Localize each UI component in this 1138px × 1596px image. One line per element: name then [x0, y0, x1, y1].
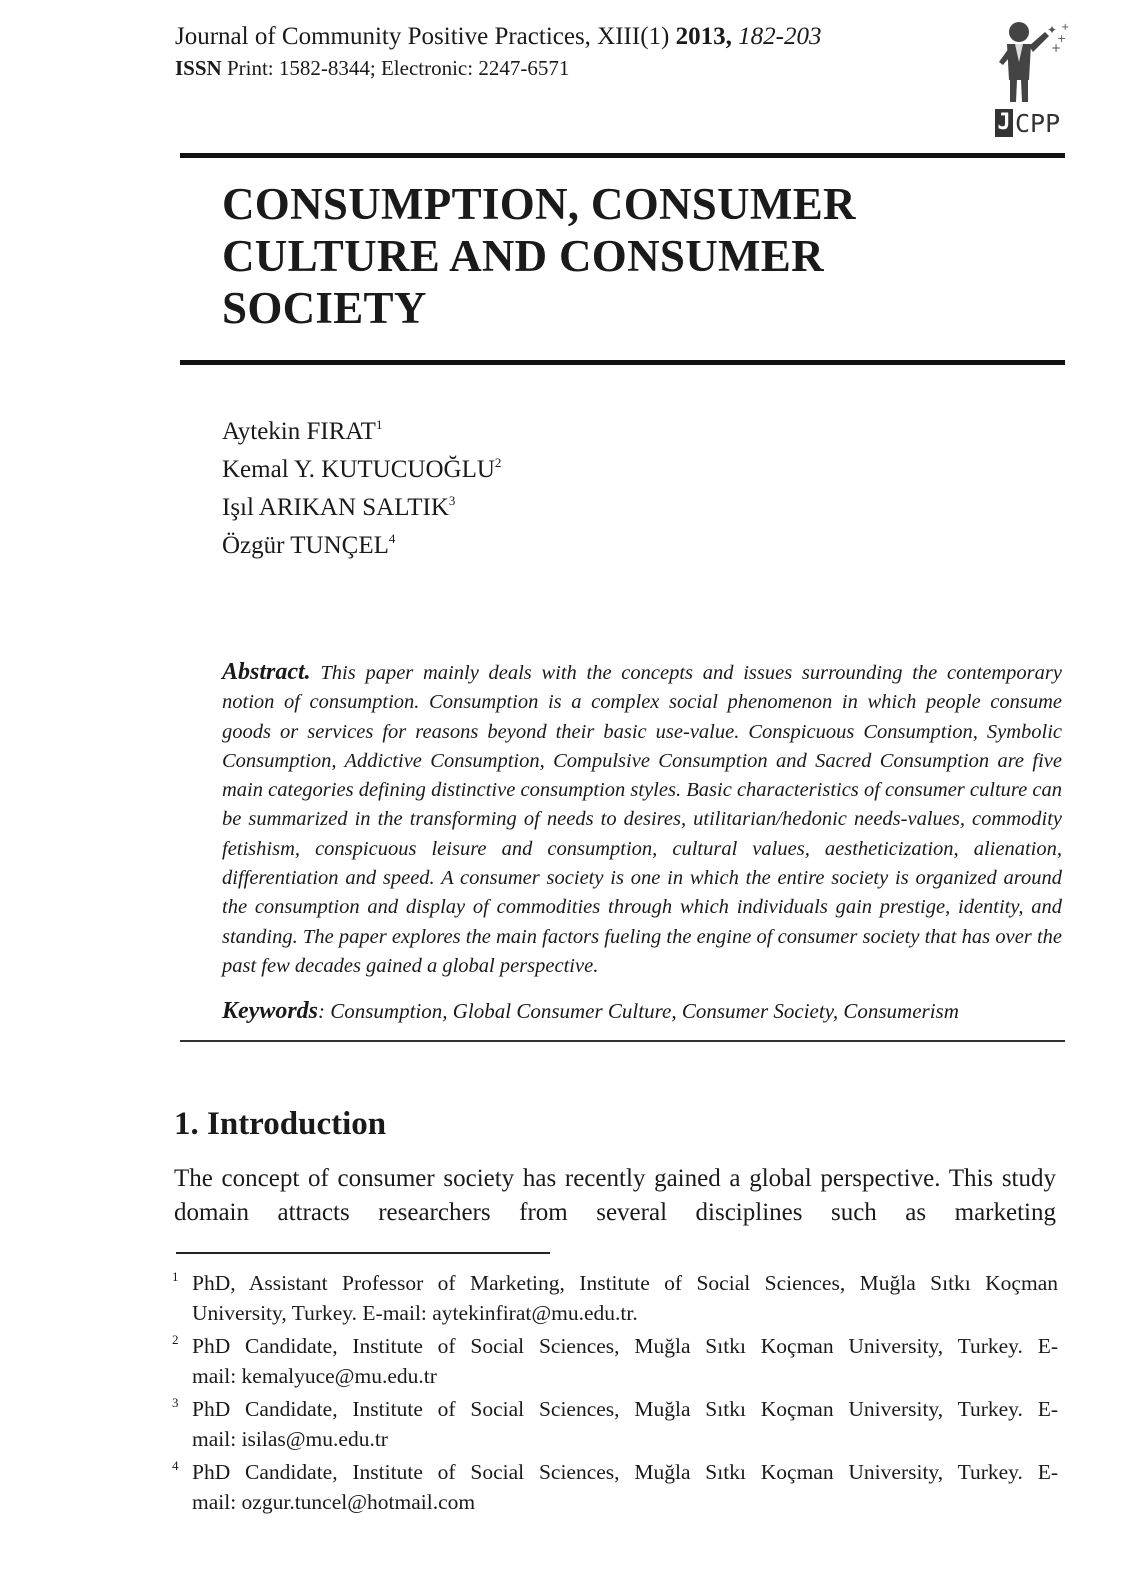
footnote-mark: 1	[172, 1269, 179, 1284]
title-line: SOCIETY	[222, 283, 427, 333]
author-name: Işıl ARIKAN SALTIK	[222, 494, 449, 521]
logo-word: CPP	[1015, 108, 1061, 138]
footnote-mark: 3	[172, 1395, 179, 1410]
footnote-separator	[176, 1252, 550, 1254]
author	[222, 413, 501, 451]
footnote-line: PhD Candidate, Institute of Social Sciences, Muğla Sıtkı Koçman University, Turkey. E-	[192, 1334, 1058, 1358]
footnote-line: PhD, Assistant Professor of Marketing, Institute of Social Sciences, Muğla Sıtkı Koçman	[192, 1271, 1058, 1295]
logo-text	[995, 106, 1075, 140]
author-footnote-mark: 3	[448, 493, 456, 508]
issn-text: Print: 1582-8344; Electronic: 2247-6571	[226, 56, 570, 80]
paper-title	[222, 178, 982, 334]
author-footnote-mark: 1	[375, 417, 383, 432]
journal-issn	[175, 54, 935, 82]
journal-citation	[175, 20, 935, 54]
author	[222, 489, 501, 527]
logo-letter: J	[995, 109, 1013, 137]
author-footnote-mark: 2	[494, 455, 502, 470]
title-line: CULTURE AND CONSUMER	[222, 231, 824, 281]
author-list	[222, 413, 501, 565]
author-name: Kemal Y. KUTUCUOĞLU	[222, 456, 495, 483]
svg-text:+: +	[1061, 22, 1070, 33]
keywords-label: Keywords	[222, 998, 318, 1024]
footnote	[172, 1394, 1058, 1454]
footnote-line: mail: ozgur.tuncel@hotmail.com	[192, 1490, 476, 1514]
author-name: Özgür TUNÇEL	[222, 532, 389, 559]
issn-label: ISSN	[175, 56, 222, 80]
abstract	[222, 658, 1062, 981]
keywords	[222, 996, 1062, 1026]
keywords-text: : Consumption, Global Consumer Culture, Consumer Society, Consumerism	[318, 999, 959, 1023]
svg-text:+: +	[1051, 41, 1062, 55]
footnote-mark: 2	[172, 1332, 179, 1347]
author	[222, 527, 501, 565]
footnote	[172, 1331, 1058, 1391]
title-bottom-rule	[180, 360, 1065, 365]
footnote-line: PhD Candidate, Institute of Social Sciences, Muğla Sıtkı Koçman University, Turkey. E-	[192, 1460, 1058, 1484]
title-line: CONSUMPTION, CONSUMER	[222, 179, 856, 229]
footnote-line: University, Turkey. E-mail: aytekinfirat@mu.edu.tr.	[192, 1301, 638, 1325]
footnote	[172, 1457, 1058, 1517]
author	[222, 451, 501, 489]
journal-logo	[995, 18, 1075, 138]
author-name: Aytekin FIRAT	[222, 418, 376, 445]
abstract-divider	[180, 1040, 1065, 1042]
figure-logo-icon	[995, 18, 1075, 106]
abstract-label: Abstract.	[222, 659, 311, 685]
footnote-line: mail: kemalyuce@mu.edu.tr	[192, 1364, 437, 1388]
author-footnote-mark: 4	[388, 531, 396, 546]
journal-header	[175, 20, 935, 82]
journal-pages: 182-203	[738, 23, 822, 50]
footnote-mark: 4	[172, 1458, 179, 1473]
svg-text:+: +	[1057, 32, 1067, 45]
title-top-rule	[180, 153, 1065, 158]
abstract-text: This paper mainly deals with the concepts and issues surrounding the contemporary notion of consumption. Consumption is a complex social phenomenon in which people consume goods or services for reasons beyond their basic use-value. Conspicuous Consumption, Symbolic Consumption, Addictive Consumption, Compulsive Consumption and Sacred Consumption are five main categories defining distinctive consumption styles. Basic characteristics of consumer culture can be summarized in the transforming of needs to desires, utilitarian/hedonic needs-values, commodity fetishism, conspicuous leisure and consumption, cultural values, aestheticization, alienation, differentiation and speed. A consumer society is one in which the entire society is organized around the consumption and display of commodities through which individuals gain prestige, identity, and standing. The paper explores the main factors fueling the engine of consumer society that has over the past few decades gained a global perspective.	[222, 662, 1062, 977]
journal-year: 2013,	[675, 23, 732, 50]
footnote-line: mail: isilas@mu.edu.tr	[192, 1427, 388, 1451]
footnotes	[172, 1268, 1058, 1520]
section-heading-introduction: 1. Introduction	[174, 1106, 387, 1142]
footnote	[172, 1268, 1058, 1328]
introduction-paragraph: The concept of consumer society has recently gained a global perspective. This study domain attracts researchers from several disciplines such as marketing	[174, 1165, 1056, 1226]
journal-name: Journal of Community Positive Practices, XIII(1)	[175, 23, 670, 50]
footnote-line: PhD Candidate, Institute of Social Sciences, Muğla Sıtkı Koçman University, Turkey. E-	[192, 1397, 1058, 1421]
svg-text:✦: ✦	[1047, 23, 1058, 37]
